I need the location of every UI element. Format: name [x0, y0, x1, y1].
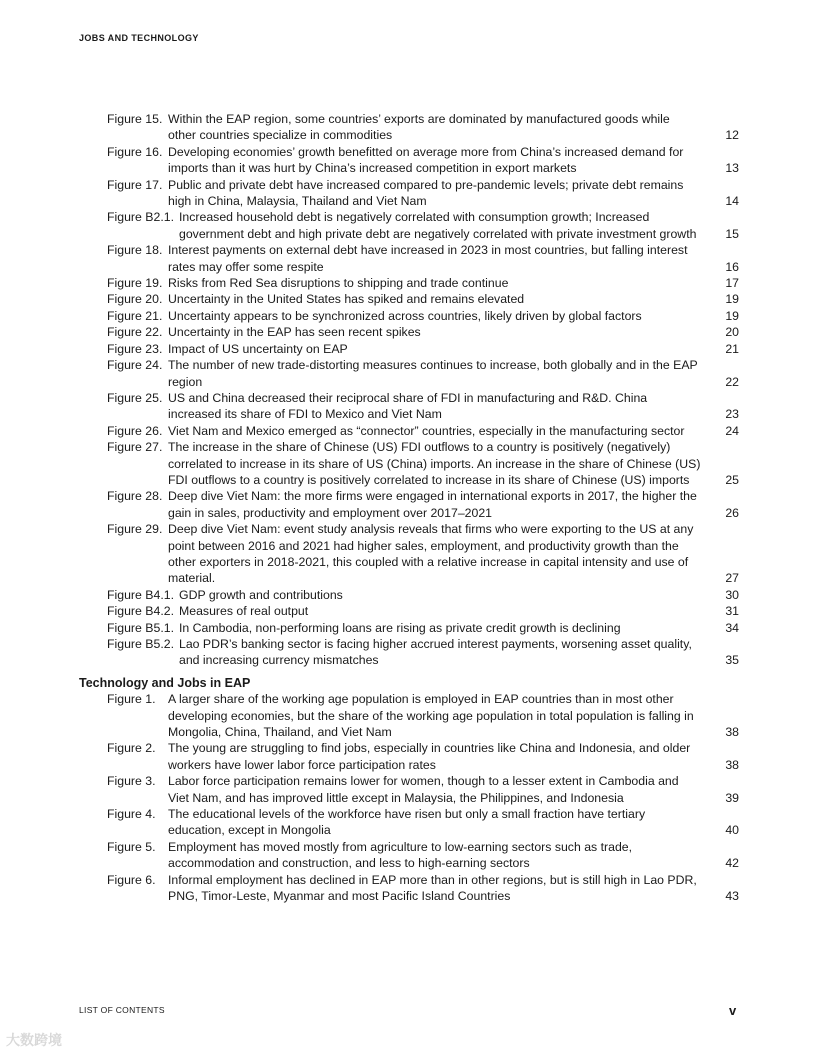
toc-entry-label: Figure 15.	[107, 112, 163, 126]
toc-entry[interactable]	[107, 291, 739, 307]
toc-entry[interactable]	[107, 144, 739, 177]
toc-entry-page: 24	[725, 423, 739, 438]
toc-entry-title: The increase in the share of Chinese (US) FDI outflows to a country is positively (negatively) correlated to increase in its share of US (China) imports. An increase in the share of Chinese (US) FDI outflows to a country is positively correlated to increase in its share of Chinese (US) imports	[168, 440, 701, 487]
toc-entry-label: Figure 24.	[107, 358, 163, 373]
toc-entry-page: 12	[725, 128, 739, 143]
toc-entry-title: Risks from Red Sea disruptions to shipping and trade continue	[168, 276, 509, 291]
toc-entry-label: Figure 29.	[107, 522, 163, 537]
toc-entry-title: Uncertainty in the EAP has seen recent spikes	[168, 325, 421, 340]
toc-entry-title: The number of new trade-distorting measures continues to increase, both globally and in the EAP region	[168, 358, 698, 389]
toc-entry-label: Figure B4.1.	[107, 587, 174, 602]
toc-entry-title: Within the EAP region, some countries’ exports are dominated by manufactured goods while other countries specialize in commodities	[168, 112, 670, 143]
toc-entry[interactable]	[107, 806, 739, 839]
toc-entry-title: A larger share of the working age population is employed in EAP countries than in most other developing economies, but the share of the working age population in total population is falling in Mongolia, China, Thailand, and Viet Nam	[168, 692, 694, 740]
toc-entry-title: US and China decreased their reciprocal share of FDI in manufacturing and R&D. China increased its share of FDI to Mexico and Viet Nam	[168, 390, 648, 422]
toc-entry[interactable]	[107, 209, 739, 242]
toc-entry-title: Developing economies’ growth benefitted on average more from China’s increased demand for imports than it was hurt by China’s increased competition in export markets	[168, 144, 684, 176]
toc-entry-label: Figure 6.	[107, 872, 156, 887]
toc-entry[interactable]	[107, 603, 739, 619]
toc-entry-page: 43	[725, 889, 739, 904]
toc-entry-label: Figure 17.	[107, 177, 163, 192]
toc-entry-label: Figure 20.	[107, 292, 163, 307]
toc-entry-title: GDP growth and contributions	[179, 587, 343, 602]
table-of-contents	[0, 111, 816, 905]
toc-entry-title: Deep dive Viet Nam: event study analysis reveals that firms who were exporting to the US at any point between 2016 and 2021 had higher sales, employment, and productivity growth than the other exporters in 2018-2021, this coupled with a relative increase in capital intensity and use of material.	[168, 522, 694, 586]
toc-entry-title: Viet Nam and Mexico emerged as “connector” countries, especially in the manufacturing sector	[168, 423, 685, 438]
toc-entry-page: 34	[725, 620, 739, 635]
toc-entry-label: Figure 21.	[107, 308, 163, 323]
toc-entry[interactable]	[107, 839, 739, 872]
toc-entry-label: Figure 22.	[107, 325, 163, 340]
toc-entry-title: Deep dive Viet Nam: the more firms were engaged in international exports in 2017, the higher the gain in sales, productivity and employment over 2017–2021	[168, 489, 697, 520]
toc-entry-page: 42	[725, 856, 739, 871]
toc-entry-page: 16	[725, 259, 739, 274]
toc-entry-page: 25	[725, 472, 739, 487]
toc-entry-label: Figure B4.2.	[107, 604, 174, 619]
toc-entry-label: Figure 28.	[107, 489, 163, 504]
toc-entry[interactable]	[107, 620, 739, 636]
toc-entry-label: Figure 25.	[107, 390, 163, 405]
toc-entry[interactable]	[107, 275, 739, 291]
toc-entry-page: 30	[725, 587, 739, 602]
toc-entry-title: Informal employment has declined in EAP more than in other regions, but is still high in Lao PDR, PNG, Timor-Leste, Myanmar and most Pacific Island Countries	[168, 872, 697, 904]
toc-entry-label: Figure 19.	[107, 276, 163, 291]
toc-entry-page: 40	[725, 823, 739, 838]
toc-entry-page: 38	[725, 725, 739, 740]
toc-entry-title: The educational levels of the workforce have risen but only a small fraction have tertiary education, except in Mongolia	[168, 807, 646, 838]
toc-entry[interactable]	[107, 439, 739, 488]
toc-entry-label: Figure 2.	[107, 741, 156, 756]
toc-entry[interactable]	[107, 341, 739, 357]
toc-entry[interactable]	[107, 242, 739, 275]
toc-entry-label: Figure B2.1.	[107, 210, 174, 225]
toc-entry[interactable]	[107, 357, 739, 390]
toc-entry[interactable]	[107, 740, 739, 773]
toc-entry[interactable]	[107, 324, 739, 340]
toc-entry-label: Figure 3.	[107, 774, 156, 789]
toc-entry-page: 19	[725, 308, 739, 323]
toc-entry-page: 26	[725, 505, 739, 520]
toc-entry-page: 39	[725, 790, 739, 805]
toc-entry-page: 23	[725, 407, 739, 422]
toc-entry-title: The young are struggling to find jobs, especially in countries like China and Indonesia, and older workers have lower labor force participation rates	[168, 741, 691, 772]
figure-list-part1	[0, 111, 816, 669]
toc-entry-title: Uncertainty in the United States has spiked and remains elevated	[168, 292, 525, 307]
toc-entry-label: Figure 4.	[107, 807, 156, 822]
toc-entry-title: Uncertainty appears to be synchronized across countries, likely driven by global factors	[168, 308, 642, 323]
toc-entry-page: 17	[725, 276, 739, 291]
watermark: 大数跨境	[6, 1032, 62, 1048]
section-title: Technology and Jobs in EAP	[79, 675, 251, 690]
toc-entry-label: Figure 26.	[107, 423, 163, 438]
toc-entry-title: Employment has moved mostly from agriculture to low-earning sectors such as trade, accommodation and construction, and less to high-earning sectors	[168, 839, 633, 871]
toc-entry-title: Interest payments on external debt have increased in 2023 in most countries, but falling interest rates may offer some respite	[168, 243, 688, 274]
toc-entry-label: Figure 23.	[107, 341, 163, 356]
toc-entry-page: 31	[725, 604, 739, 619]
toc-entry-label: Figure 16.	[107, 144, 163, 159]
toc-entry-page: 15	[725, 226, 739, 241]
toc-entry-label: Figure B5.1.	[107, 620, 174, 635]
toc-entry[interactable]	[107, 488, 739, 521]
toc-entry-label: Figure B5.2.	[107, 637, 174, 651]
toc-entry-page: 38	[725, 757, 739, 772]
toc-entry-title: Impact of US uncertainty on EAP	[168, 341, 348, 356]
toc-entry-page: 13	[725, 161, 739, 176]
toc-entry[interactable]	[107, 423, 739, 439]
toc-entry-label: Figure 18.	[107, 243, 163, 258]
toc-entry-title: Public and private debt have increased compared to pre-pandemic levels; private debt remains high in China, Malaysia, Thailand and Viet Nam	[168, 177, 684, 209]
toc-entry-title: In Cambodia, non-performing loans are rising as private credit growth is declining	[179, 620, 621, 635]
toc-entry-title: Lao PDR’s banking sector is facing higher accrued interest payments, worsening asset quality, and increasing currency mismatches	[179, 637, 692, 668]
page-number: v	[729, 1003, 737, 1018]
toc-entry[interactable]	[107, 773, 739, 806]
toc-entry-label: Figure 5.	[107, 839, 156, 854]
toc-entry[interactable]	[107, 390, 739, 423]
toc-entry[interactable]	[107, 691, 739, 740]
toc-entry[interactable]	[107, 111, 739, 144]
running-header: JOBS AND TECHNOLOGY	[79, 33, 199, 43]
footer-section-label: LIST OF CONTENTS	[79, 1005, 165, 1015]
toc-entry[interactable]	[107, 587, 739, 603]
toc-entry[interactable]	[107, 872, 739, 905]
toc-entry[interactable]	[107, 521, 739, 587]
toc-entry-label: Figure 27.	[107, 440, 163, 455]
toc-entry-title: Measures of real output	[179, 604, 309, 619]
toc-entry[interactable]	[107, 636, 739, 669]
toc-entry-page: 22	[725, 374, 739, 389]
toc-entry-label: Figure 1.	[107, 692, 156, 707]
toc-entry-page: 20	[725, 325, 739, 340]
toc-entry-title: Labor force participation remains lower for women, though to a lesser extent in Cambodia and Viet Nam, and has improved little except in Malaysia, the Philippines, and Indonesia	[168, 774, 679, 805]
toc-entry-page: 27	[725, 571, 739, 586]
toc-entry[interactable]	[107, 177, 739, 210]
toc-entry-title: Increased household debt is negatively correlated with consumption growth; Increased government debt and high private debt are negatively correlated with private investment growth	[179, 210, 697, 241]
toc-entry-page: 35	[725, 653, 739, 668]
toc-entry-page: 21	[725, 341, 739, 356]
toc-entry-page: 19	[725, 292, 739, 307]
toc-entry[interactable]	[107, 308, 739, 324]
figure-list-part2	[0, 691, 816, 904]
toc-entry-page: 14	[725, 194, 739, 209]
